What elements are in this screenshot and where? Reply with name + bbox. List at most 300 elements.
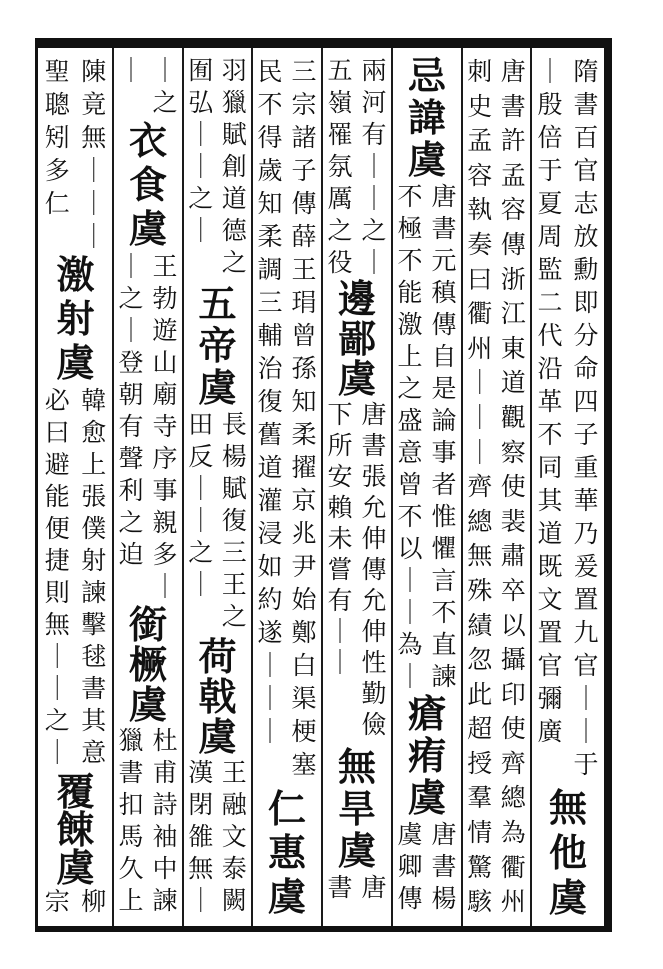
glyph: ｜ — [573, 717, 599, 746]
glyph: 元 — [431, 246, 457, 275]
glyph: 裴 — [500, 506, 526, 536]
glyph: 乃 — [573, 519, 599, 548]
glyph: 德 — [221, 216, 247, 245]
glyph: 中 — [152, 854, 178, 883]
annotation — [463, 55, 530, 920]
glyph: 此 — [467, 679, 493, 709]
glyph: 聲 — [118, 444, 144, 473]
annotation — [114, 725, 182, 917]
glyph: 伸 — [361, 524, 387, 553]
glyph: 毬 — [81, 642, 107, 671]
glyph: 績 — [467, 610, 493, 640]
annotation-line-right — [429, 819, 459, 915]
headword — [114, 119, 182, 251]
glyph: 百 — [573, 123, 599, 152]
glyph: 官 — [537, 651, 563, 680]
glyph: 惠 — [267, 830, 306, 875]
glyph: 始 — [291, 585, 317, 614]
glyph: 書 — [81, 674, 107, 703]
glyph: 射 — [56, 296, 95, 341]
glyph: 駭 — [467, 887, 493, 917]
glyph: 知 — [291, 387, 317, 416]
glyph: 必 — [44, 386, 70, 415]
glyph: 無 — [81, 123, 107, 152]
glyph: 傳 — [361, 555, 387, 584]
glyph: 自 — [431, 342, 457, 371]
glyph: 文 — [221, 822, 247, 851]
glyph: 言 — [431, 566, 457, 595]
glyph: 無 — [548, 785, 587, 830]
glyph: 宗 — [44, 887, 70, 916]
glyph: 無 — [337, 744, 376, 789]
glyph: 上 — [397, 342, 423, 371]
glyph: 孫 — [291, 354, 317, 383]
glyph: 曾 — [397, 470, 423, 499]
glyph: 盛 — [397, 406, 423, 435]
glyph: 肅 — [500, 541, 526, 571]
headword — [39, 253, 112, 385]
glyph: 薛 — [291, 222, 317, 251]
text-column-8 — [39, 55, 112, 917]
glyph: 曰 — [467, 264, 493, 294]
glyph: 官 — [573, 651, 599, 680]
glyph: 激 — [397, 310, 423, 339]
glyph: 宗 — [291, 90, 317, 119]
glyph: 橛 — [128, 642, 167, 687]
glyph: 察 — [500, 437, 526, 467]
annotation-line-left — [186, 757, 216, 917]
glyph: 州 — [467, 333, 493, 363]
glyph: 奏 — [467, 229, 493, 259]
glyph: 傳 — [291, 189, 317, 218]
glyph: 命 — [573, 354, 599, 383]
glyph: 反 — [188, 442, 214, 471]
annotation-line-left — [395, 181, 425, 693]
glyph: 賦 — [221, 474, 247, 503]
glyph: 儉 — [361, 710, 387, 739]
glyph: 他 — [548, 830, 587, 875]
glyph: 衢 — [467, 299, 493, 329]
glyph: 者 — [431, 470, 457, 499]
glyph: ｜ — [397, 598, 423, 627]
glyph: 江 — [500, 299, 526, 329]
glyph: 彌 — [537, 684, 563, 713]
glyph: ｜ — [152, 56, 178, 85]
glyph: 置 — [537, 618, 563, 647]
glyph: 其 — [81, 706, 107, 735]
glyph: 極 — [397, 214, 423, 243]
annotation-line-left — [255, 55, 285, 748]
glyph: 書 — [327, 873, 353, 902]
glyph: 為 — [500, 818, 526, 848]
glyph: 文 — [537, 585, 563, 614]
glyph: 擢 — [291, 453, 317, 482]
glyph: 衣 — [128, 118, 167, 163]
text-column-7 — [114, 55, 182, 917]
glyph: ｜ — [327, 617, 353, 646]
glyph: 多 — [152, 540, 178, 569]
glyph: 虞 — [397, 820, 423, 849]
glyph: 闕 — [221, 886, 247, 915]
glyph: 唐 — [431, 182, 457, 211]
glyph: 之 — [152, 88, 178, 117]
glyph: 有 — [118, 412, 144, 441]
glyph: 代 — [537, 321, 563, 350]
glyph: 迫 — [118, 540, 144, 569]
glyph: 琄 — [291, 288, 317, 317]
glyph: 唐 — [361, 400, 387, 429]
glyph: 虞 — [548, 875, 587, 920]
glyph: 仁 — [44, 189, 70, 218]
annotation — [39, 887, 112, 917]
glyph: 之 — [221, 602, 247, 631]
glyph: 諸 — [291, 123, 317, 152]
glyph: 鄙 — [337, 316, 376, 361]
glyph: ｜ — [257, 684, 283, 713]
glyph: 銜 — [128, 602, 167, 647]
glyph: 不 — [397, 246, 423, 275]
glyph: 兆 — [291, 519, 317, 548]
glyph: 虞 — [267, 874, 306, 919]
glyph: 厲 — [327, 184, 353, 213]
annotation — [323, 55, 391, 279]
glyph: 于 — [573, 750, 599, 779]
glyph: 賴 — [327, 493, 353, 522]
annotation — [184, 409, 251, 633]
text-column-6 — [184, 55, 251, 917]
glyph: ｜ — [361, 152, 387, 181]
glyph: 五 — [327, 56, 353, 85]
glyph: 上 — [81, 450, 107, 479]
annotation — [323, 399, 391, 740]
glyph: 是 — [431, 374, 457, 403]
text-column-4 — [323, 55, 391, 904]
glyph: ｜ — [397, 566, 423, 595]
annotation-line-left — [535, 55, 565, 748]
glyph: ｜ — [44, 642, 70, 671]
glyph: 直 — [431, 630, 457, 659]
glyph: 三 — [221, 538, 247, 567]
annotation-line-right — [289, 55, 319, 781]
glyph: 竟 — [81, 90, 107, 119]
glyph: 如 — [257, 552, 283, 581]
headword — [184, 283, 251, 409]
annotation — [323, 872, 391, 904]
text-column-1 — [532, 55, 604, 920]
text-column-3 — [393, 55, 461, 915]
glyph: 弘 — [188, 88, 214, 117]
glyph: ｜ — [257, 717, 283, 746]
glyph: 氛 — [327, 152, 353, 181]
glyph: 激 — [56, 252, 95, 297]
glyph: 馬 — [118, 822, 144, 851]
glyph: 三 — [257, 288, 283, 317]
annotation-line-left — [395, 819, 425, 915]
annotation-line-right — [150, 55, 180, 119]
glyph: ｜ — [118, 252, 144, 281]
glyph: ｜ — [467, 368, 493, 398]
glyph: 廣 — [537, 717, 563, 746]
glyph: 柳 — [81, 887, 107, 916]
glyph: 王 — [221, 758, 247, 787]
glyph: 驚 — [467, 852, 493, 882]
glyph: 唐 — [431, 820, 457, 849]
glyph: 無 — [44, 610, 70, 639]
glyph: 羽 — [221, 56, 247, 85]
glyph: 唐 — [361, 873, 387, 902]
glyph: 灌 — [257, 486, 283, 515]
glyph: 獵 — [221, 88, 247, 117]
glyph: 塞 — [291, 750, 317, 779]
glyph: 虞 — [407, 137, 446, 182]
annotation-line-left — [325, 399, 355, 678]
glyph: 衢 — [500, 852, 526, 882]
glyph: 諫 — [81, 578, 107, 607]
glyph: 之 — [397, 374, 423, 403]
glyph: 勳 — [573, 255, 599, 284]
glyph: 僕 — [81, 514, 107, 543]
glyph: 虞 — [128, 206, 167, 251]
glyph: ｜ — [361, 248, 387, 277]
glyph: ｜ — [397, 662, 423, 691]
glyph: 不 — [257, 90, 283, 119]
glyph: 聰 — [44, 90, 70, 119]
annotation-line-left — [116, 725, 146, 917]
glyph: 二 — [537, 288, 563, 317]
glyph: 柔 — [257, 222, 283, 251]
glyph: ｜ — [537, 57, 563, 86]
glyph: 惟 — [431, 502, 457, 531]
glyph: 爰 — [573, 552, 599, 581]
glyph: 勤 — [361, 679, 387, 708]
glyph: ｜ — [118, 56, 144, 85]
annotation — [393, 181, 461, 693]
glyph: 餗 — [56, 807, 95, 852]
annotation — [39, 385, 112, 769]
glyph: 執 — [467, 195, 493, 225]
glyph: ｜ — [118, 316, 144, 345]
glyph: 浙 — [500, 264, 526, 294]
glyph: 之 — [118, 284, 144, 313]
glyph: 總 — [500, 783, 526, 813]
glyph: 分 — [573, 321, 599, 350]
glyph: 邊 — [337, 276, 376, 321]
glyph: 痏 — [407, 733, 446, 778]
bottom-border — [35, 926, 612, 932]
glyph: 閉 — [188, 790, 214, 819]
annotation-line-right — [429, 181, 459, 693]
glyph: 安 — [327, 462, 353, 491]
glyph: 射 — [81, 546, 107, 575]
glyph: 卒 — [500, 575, 526, 605]
glyph: 虞 — [337, 828, 376, 873]
glyph: 授 — [467, 748, 493, 778]
glyph: 虞 — [337, 356, 376, 401]
text-column-5 — [253, 55, 321, 919]
glyph: 仁 — [267, 786, 306, 831]
glyph: 袖 — [152, 822, 178, 851]
glyph: ｜ — [573, 684, 599, 713]
annotation-line-right — [498, 55, 528, 920]
glyph: 役 — [327, 248, 353, 277]
glyph: 愈 — [81, 418, 107, 447]
left-border — [35, 38, 38, 932]
glyph: 王 — [291, 255, 317, 284]
annotation-line-right — [150, 725, 180, 917]
glyph: 其 — [537, 486, 563, 515]
glyph: 虞 — [198, 714, 237, 759]
glyph: 重 — [573, 453, 599, 482]
glyph: 道 — [221, 184, 247, 213]
glyph: 道 — [537, 519, 563, 548]
glyph: 容 — [500, 195, 526, 225]
glyph: 創 — [221, 152, 247, 181]
glyph: 鄭 — [291, 618, 317, 647]
annotation — [114, 55, 182, 119]
glyph: 印 — [500, 679, 526, 709]
glyph: 旱 — [337, 786, 376, 831]
annotation-line-left — [325, 872, 355, 904]
glyph: 之 — [188, 184, 214, 213]
glyph: 之 — [188, 538, 214, 567]
glyph: 杜 — [152, 726, 178, 755]
glyph: 浸 — [257, 519, 283, 548]
glyph: 輔 — [257, 321, 283, 350]
glyph: 性 — [361, 648, 387, 677]
glyph: 州 — [500, 887, 526, 917]
glyph: 朝 — [118, 380, 144, 409]
glyph: ｜ — [188, 120, 214, 149]
glyph: 京 — [291, 486, 317, 515]
glyph: ｜ — [327, 648, 353, 677]
glyph: 下 — [327, 400, 353, 429]
glyph: 允 — [361, 493, 387, 522]
glyph: 擊 — [81, 610, 107, 639]
glyph: 子 — [573, 420, 599, 449]
glyph: 之 — [327, 216, 353, 245]
glyph: 能 — [44, 482, 70, 511]
glyph: 有 — [361, 120, 387, 149]
glyph: 聖 — [44, 57, 70, 86]
glyph: 尹 — [291, 552, 317, 581]
glyph: 放 — [573, 222, 599, 251]
headword — [393, 693, 461, 819]
headword — [114, 602, 182, 727]
glyph: 子 — [291, 156, 317, 185]
glyph: 官 — [573, 156, 599, 185]
glyph: 調 — [257, 255, 283, 284]
glyph: 漢 — [188, 758, 214, 787]
glyph: ｜ — [467, 437, 493, 467]
glyph: 泰 — [221, 854, 247, 883]
glyph: ｜ — [361, 184, 387, 213]
glyph: 知 — [257, 189, 283, 218]
glyph: 不 — [431, 598, 457, 627]
glyph: 食 — [128, 162, 167, 207]
glyph: ｜ — [467, 402, 493, 432]
glyph: 歲 — [257, 156, 283, 185]
glyph: 雒 — [188, 822, 214, 851]
glyph: 民 — [257, 57, 283, 86]
glyph: 總 — [467, 506, 493, 536]
glyph: 論 — [431, 406, 457, 435]
glyph: ｜ — [81, 189, 107, 218]
annotation-line-right — [571, 55, 601, 781]
glyph: 伸 — [361, 617, 387, 646]
glyph: 孟 — [467, 126, 493, 156]
glyph: 瘡 — [407, 691, 446, 736]
annotation — [39, 55, 112, 253]
glyph: 賦 — [221, 120, 247, 149]
annotation-line-right — [79, 887, 109, 917]
glyph: 意 — [81, 738, 107, 767]
annotation-line-right — [219, 55, 249, 279]
annotation — [532, 55, 604, 781]
glyph: 舊 — [257, 420, 283, 449]
headword — [39, 769, 112, 890]
glyph: 沿 — [537, 354, 563, 383]
glyph: 五 — [198, 281, 237, 326]
glyph: 齊 — [500, 748, 526, 778]
glyph: 不 — [397, 182, 423, 211]
glyph: 東 — [500, 333, 526, 363]
glyph: 久 — [118, 854, 144, 883]
glyph: 周 — [537, 222, 563, 251]
glyph: 覆 — [56, 769, 95, 814]
glyph: 傳 — [500, 229, 526, 259]
glyph: 之 — [361, 216, 387, 245]
annotation-line-right — [79, 55, 109, 253]
annotation-line-left — [186, 55, 216, 247]
annotation-line-left — [186, 409, 216, 601]
glyph: 田 — [188, 410, 214, 439]
glyph: ｜ — [44, 674, 70, 703]
glyph: 忽 — [467, 645, 493, 675]
glyph: 刺 — [467, 57, 493, 86]
glyph: 河 — [361, 88, 387, 117]
glyph: 未 — [327, 524, 353, 553]
glyph: 觀 — [500, 402, 526, 432]
glyph: 廟 — [152, 380, 178, 409]
glyph: 無 — [188, 854, 214, 883]
glyph: ｜ — [81, 222, 107, 251]
glyph: ｜ — [188, 152, 214, 181]
glyph: 白 — [291, 651, 317, 680]
glyph: 嶺 — [327, 88, 353, 117]
glyph: 長 — [221, 410, 247, 439]
glyph: 親 — [152, 508, 178, 537]
glyph: 能 — [397, 278, 423, 307]
glyph: 遂 — [257, 618, 283, 647]
glyph: 王 — [152, 252, 178, 281]
glyph: 帝 — [198, 323, 237, 368]
headword — [323, 746, 391, 872]
glyph: 之 — [221, 248, 247, 277]
glyph: 殊 — [467, 575, 493, 605]
glyph: 約 — [257, 585, 283, 614]
glyph: 懼 — [431, 534, 457, 563]
annotation-line-left — [465, 55, 495, 920]
headword — [393, 55, 461, 181]
annotation-line-left — [42, 887, 72, 917]
annotation-line-right — [79, 385, 109, 769]
glyph: 書 — [118, 758, 144, 787]
annotation-line-left — [325, 55, 355, 279]
glyph: 使 — [500, 472, 526, 502]
glyph: 兩 — [361, 56, 387, 85]
glyph: 梗 — [291, 717, 317, 746]
glyph: ｜ — [188, 506, 214, 535]
